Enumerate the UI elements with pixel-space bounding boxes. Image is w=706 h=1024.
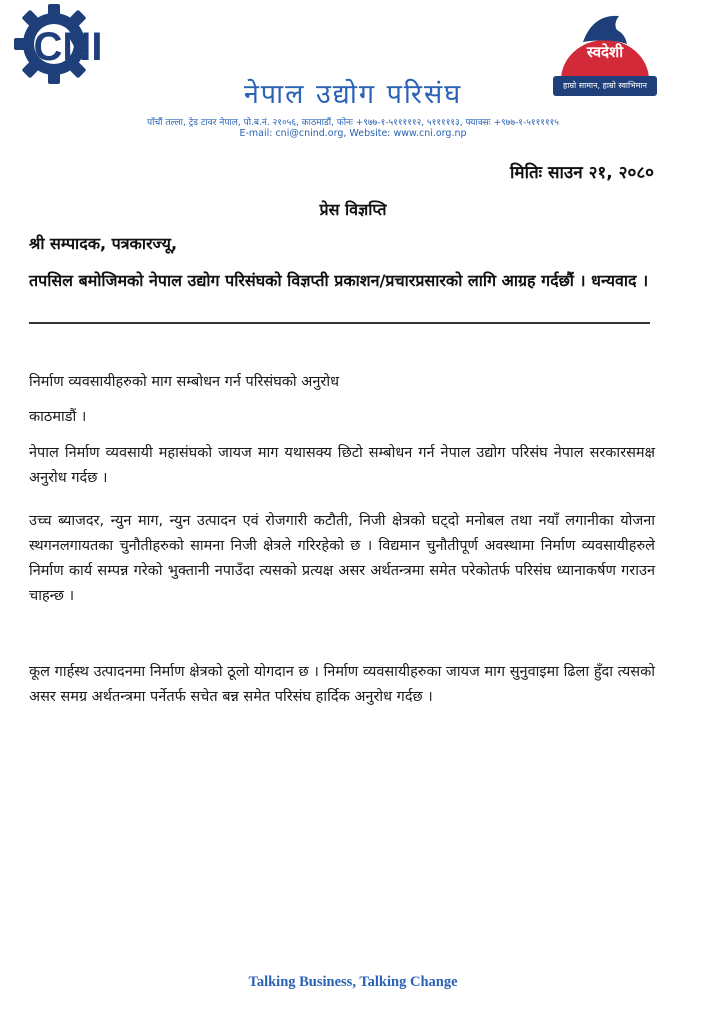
organization-name: नेपाल उद्योग परिसंघ [243,79,463,110]
organization-address: पाँचौं तल्ला, ट्रेड टावर नेपाल, पो.ब.नं. २१०५६, काठमाडौं, फोनः +९७७-१-५१११११२, ५१११११३, फ्याक्सः +९७७-१-५१११११५ [147,118,559,128]
letter-title: प्रेस विज्ञप्ति [319,200,387,219]
letter-request: तपसिल बमोजिमको नेपाल उद्योग परिसंघको विज्ञप्ती प्रकाशन/प्रचारप्रसारको लागि आग्रह गर्दछौं । धन्यवाद । [29,271,649,290]
swadeshi-logo-tagline: हाम्रो सामान, हाम्रो स्वाभिमान [553,76,657,96]
letter-date: मितिः साउन २१, २०८० [510,163,654,183]
swadeshi-logo-word: स्वदेशी [586,43,624,61]
footer-slogan: Talking Business, Talking Change [248,974,458,990]
press-place: काठमाडौं । [29,409,87,425]
press-subject: निर्माण व्यवसायीहरुको माग सम्बोधन गर्न परिसंघको अनुरोध [29,374,340,390]
cni-logo-letters: CNI [33,25,103,69]
press-paragraph-2: उच्च ब्याजदर, न्युन माग, न्युन उत्पादन एवं रोजगारी कटौती, निजी क्षेत्रको घट्दो मनोबल तथा नयाँ लगानीका योजना स्थगनलगायतका चुनौतीहरुको सामना निजी क्षेत्रले गरिरहेको छ । विद्यमान चुनौतीपूर्ण अवस्थामा निर्माण व्यवसायीहरुले निर्माण कार्य सम्पन्न गरेको भुक्तानी नपाउँदा त्यसको प्रत्यक्ष असर अर्थतन्त्रमा समेत परेकोतर्फ परिसंघ ध्यानाकर्षण गराउन चाहन्छ । [29,513,655,604]
press-paragraph-1: नेपाल निर्माण व्यवसायी महासंघको जायज माग यथासक्य छिटो सम्बोधन गर्न नेपाल उद्योग परिसंघ नेपाल सरकारसमक्ष अनुरोध गर्दछ । [29,445,655,486]
press-paragraph-3: कूल गार्हस्थ उत्पादनमा निर्माण क्षेत्रको ठूलो योगदान छ । निर्माण व्यवसायीहरुका जायज माग सुनुवाइमा ढिला हुँदा त्यसको असर समग्र अर्थतन्त्रमा पर्नेतर्फ सचेत बन्न समेत परिसंघ हार्दिक अनुरोध गर्दछ । [29,664,655,705]
divider-line [29,322,650,324]
letter-salutation: श्री सम्पादक, पत्रकारज्यू, [29,234,178,253]
organization-contact: E-mail: cni@cnind.org, Website: www.cni.org.np [239,128,467,139]
